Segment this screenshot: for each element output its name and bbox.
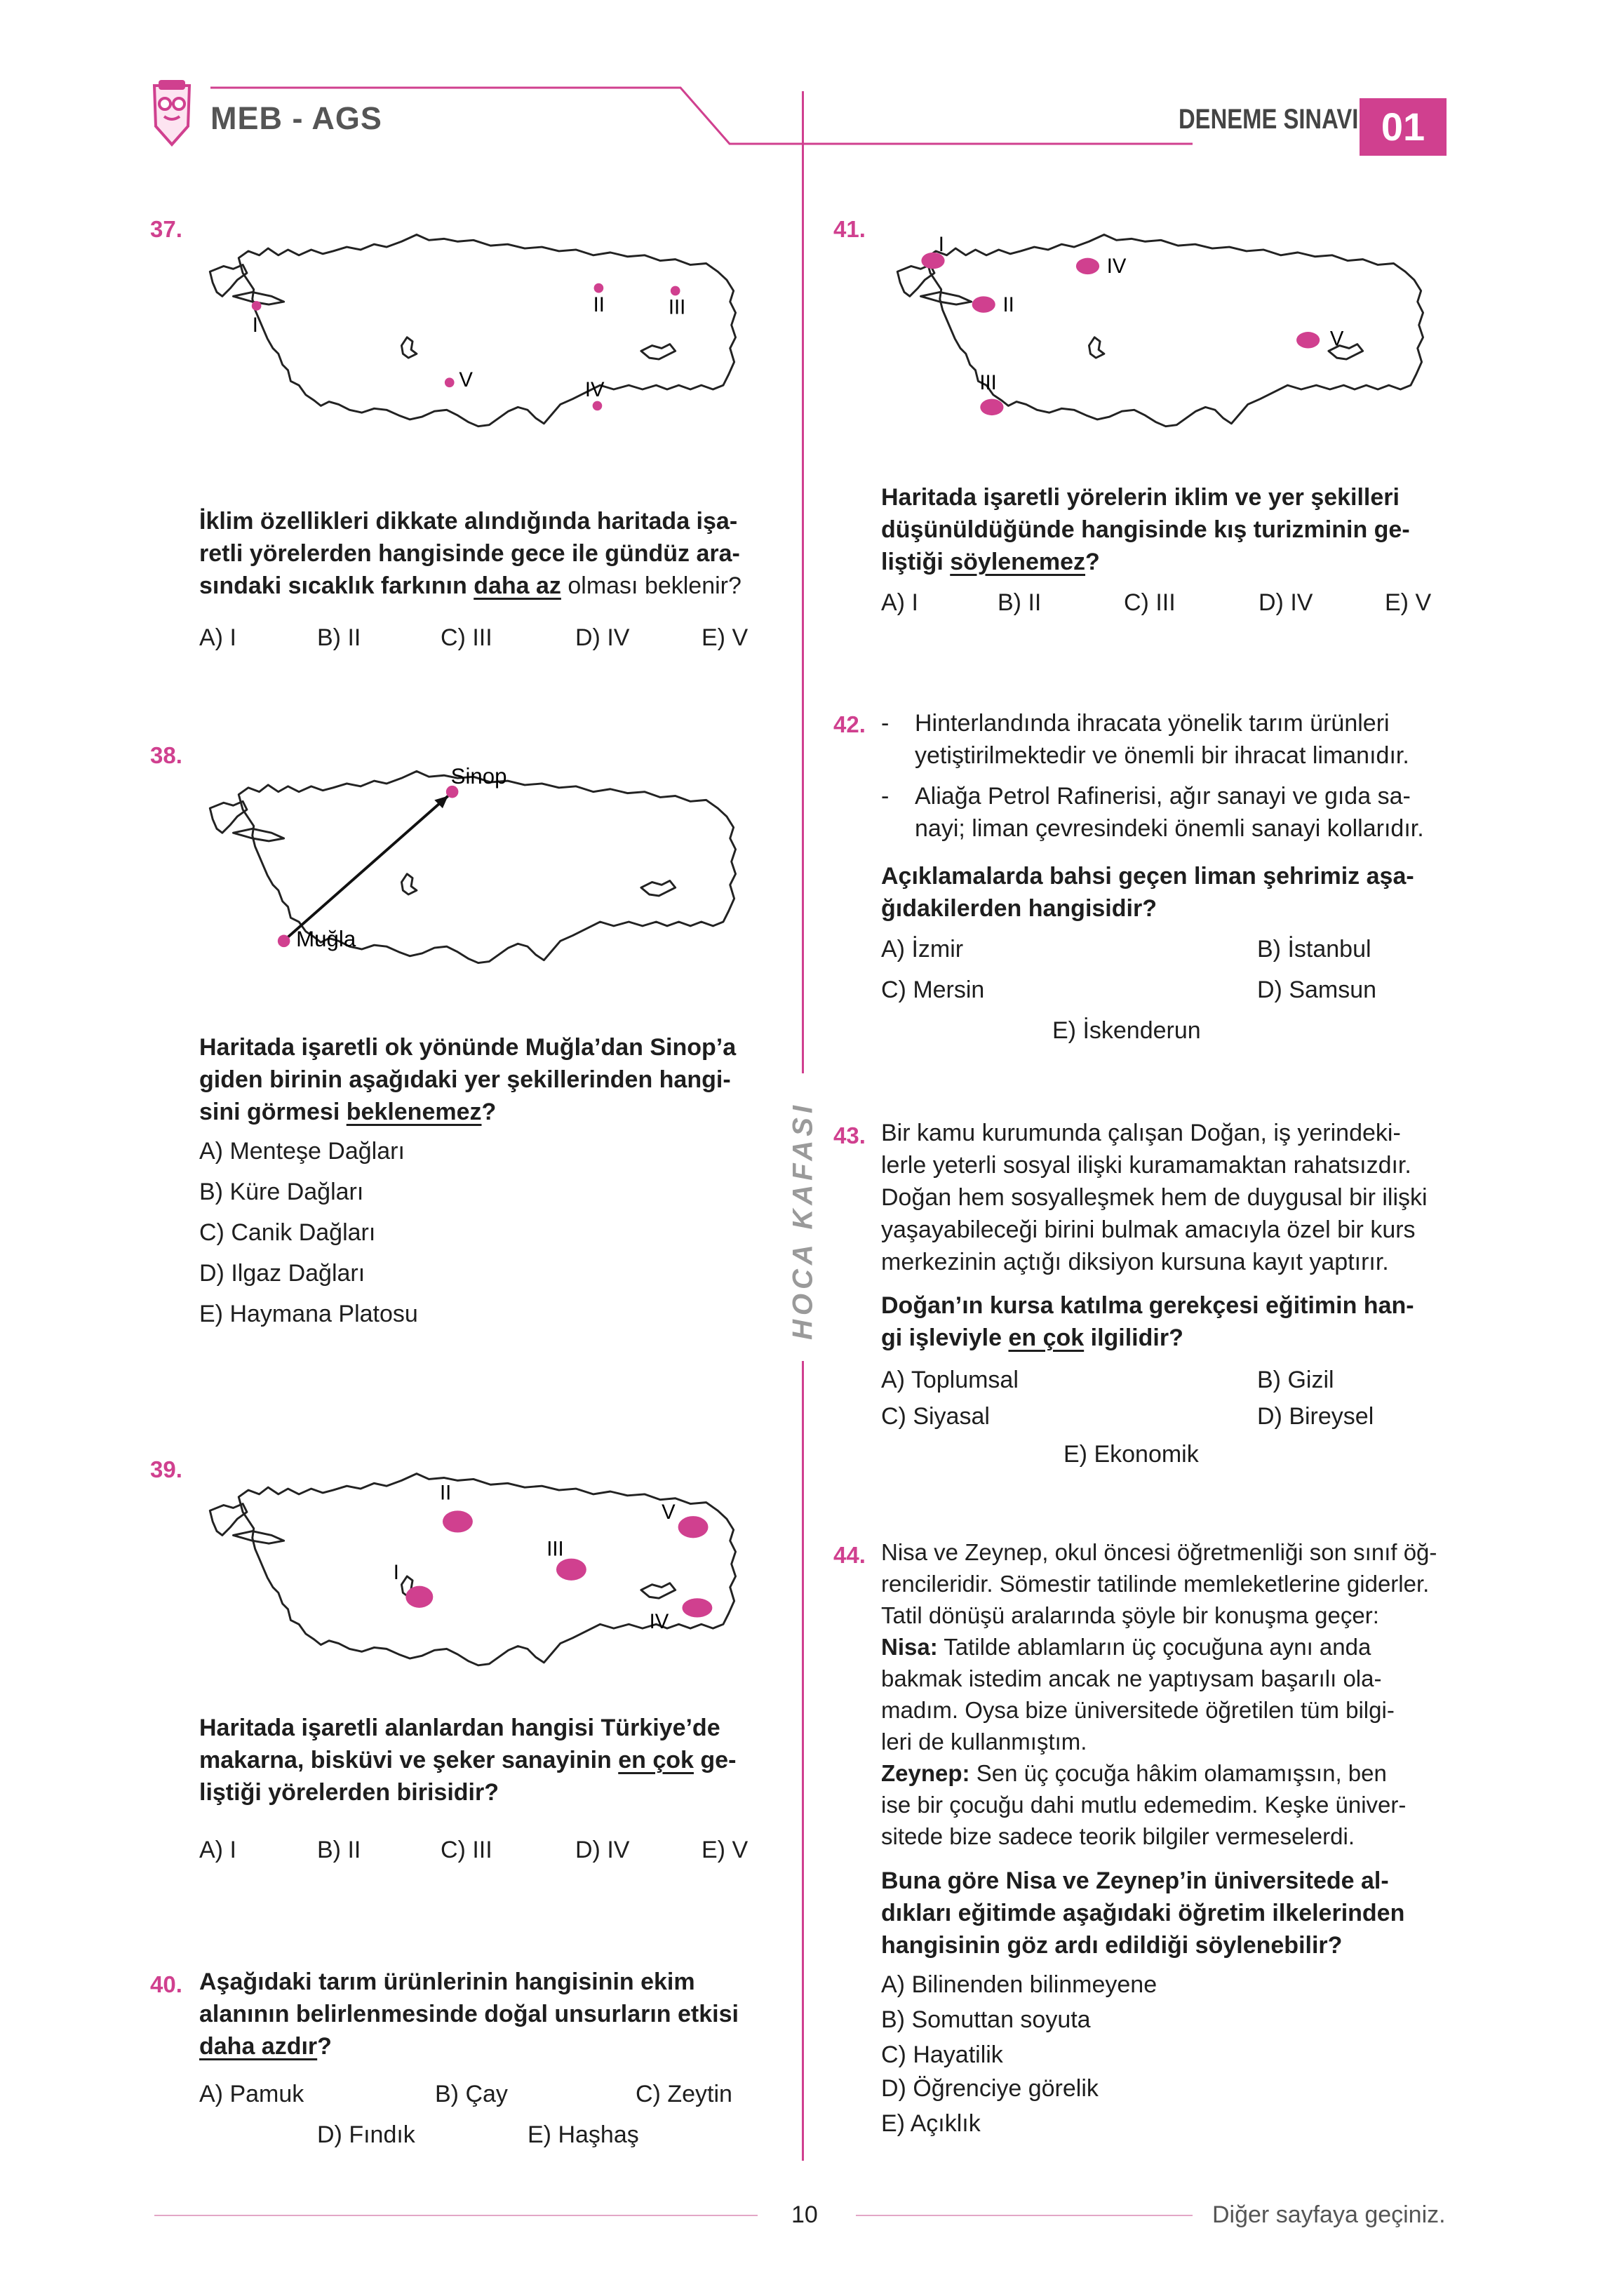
- marker-mugla: [278, 935, 290, 948]
- label-IV: IV: [584, 378, 605, 401]
- question-39-stem: [199, 1712, 766, 1809]
- question-43-paragraph: Bir kamu kurumunda çalışan Doğan, iş yerindeki- lerle yeterli sosyal ilişki kuramamaktan rahatsızdır. Doğan hem sosyalleşmek hem de duygusal bir ilişki yaşayabileceği birini bulmak amacıyla özel bir kurs merkezinin açtığı diksiyon kursuna kayıt yaptırır.: [881, 1120, 1428, 1275]
- stem-line: Doğan’ın kursa katılma gerekçesi eğitimin han-: [881, 1292, 1414, 1319]
- label-V: V: [1329, 328, 1344, 351]
- region-IV: [682, 1598, 712, 1617]
- exam-number: 01: [1381, 105, 1425, 149]
- column-divider-top: [802, 91, 804, 1073]
- question-39-option-e[interactable]: E) V: [702, 1837, 749, 1863]
- question-37-number: 37.: [150, 216, 182, 242]
- stem-line: gi işleviyle en çok ilgilidir?: [881, 1324, 1183, 1351]
- question-40-option-b[interactable]: B) Çay: [435, 2081, 508, 2107]
- speaker-zeynep: Zeynep:: [881, 1760, 970, 1786]
- question-40-number: 40.: [150, 1971, 182, 1997]
- column-divider-bottom: [802, 1361, 804, 2161]
- question-38-option-e[interactable]: E) Haymana Platosu: [199, 1301, 418, 1327]
- question-40-option-d[interactable]: D) Fındık: [317, 2121, 415, 2148]
- label-III: III: [979, 372, 997, 394]
- next-page-note: Diğer sayfaya geçiniz.: [1212, 2201, 1446, 2228]
- question-39-option-c[interactable]: C) III: [441, 1837, 492, 1863]
- stem-line: liştiği söylenemez?: [881, 549, 1100, 575]
- question-42-option-b[interactable]: B) İstanbul: [1257, 936, 1371, 963]
- region-V: [678, 1516, 709, 1538]
- question-42-option-d[interactable]: D) Samsun: [1257, 977, 1377, 1003]
- question-39-option-b[interactable]: B) II: [317, 1837, 361, 1863]
- question-42-option-c[interactable]: C) Mersin: [881, 977, 985, 1003]
- label-I: I: [393, 1561, 399, 1584]
- question-44-number: 44.: [833, 1542, 866, 1568]
- stem-line: giden birinin aşağıdaki yer şekillerinden hangi-: [199, 1066, 731, 1093]
- marker-II: [594, 283, 604, 293]
- question-43-number: 43.: [833, 1122, 866, 1148]
- question-37-option-a[interactable]: A) I: [199, 624, 236, 651]
- region-III: [556, 1559, 586, 1581]
- label-V: V: [459, 369, 473, 392]
- label-mugla: Muğla: [296, 927, 356, 952]
- stem-line: Haritada işaretli yörelerin iklim ve yer şekilleri: [881, 484, 1400, 511]
- exam-label: DENEME SINAVI: [1179, 104, 1359, 135]
- question-44-option-e[interactable]: E) Açıklık: [881, 2110, 981, 2137]
- question-44-stem: [881, 1865, 1448, 1961]
- stem-line: Aşağıdaki tarım ürünlerinin hangisinin ekim: [199, 1969, 695, 1995]
- stem-line: dıkları eğitimde aşağıdaki öğretim ilkelerinden: [881, 1900, 1405, 1926]
- label-III: III: [668, 296, 686, 319]
- label-I: I: [938, 233, 944, 256]
- question-44-option-d[interactable]: D) Öğrenciye görelik: [881, 2075, 1099, 2102]
- question-40-option-e[interactable]: E) Haşhaş: [528, 2121, 639, 2148]
- marker-V: [445, 377, 455, 387]
- question-44-option-c[interactable]: C) Hayatilik: [881, 2041, 1003, 2068]
- question-38-option-b[interactable]: B) Küre Dağları: [199, 1179, 364, 1205]
- watermark: HOCA KAFASI: [787, 1101, 819, 1341]
- label-V: V: [662, 1501, 676, 1524]
- stem-line: hangisinin göz ardı edildiği söylenebilir?: [881, 1932, 1343, 1959]
- speaker-nisa: Nisa:: [881, 1634, 938, 1660]
- question-42-stem: [881, 860, 1448, 925]
- bullet-item: - Aliağa Petrol Rafinerisi, ağır sanayi ve gıda sa- nayi; liman çevresindeki önemli sanayi kollarıdır.: [881, 783, 1424, 842]
- question-44-option-b[interactable]: B) Somuttan soyuta: [881, 2006, 1091, 2033]
- marker-III: [671, 286, 680, 296]
- question-43-option-c[interactable]: C) Siyasal: [881, 1403, 990, 1430]
- question-38-option-d[interactable]: D) Ilgaz Dağları: [199, 1260, 365, 1287]
- label-II: II: [440, 1482, 452, 1505]
- question-37-option-d[interactable]: D) IV: [575, 624, 630, 651]
- question-38-map: [189, 737, 751, 996]
- question-40-option-a[interactable]: A) Pamuk: [199, 2081, 304, 2107]
- region-V: [1296, 332, 1320, 348]
- region-IV: [1076, 258, 1099, 274]
- marker-I: [252, 301, 262, 311]
- marker-IV: [593, 401, 603, 411]
- stem-line: sındaki sıcaklık farkının daha az olması beklenir?: [199, 572, 741, 599]
- question-38-number: 38.: [150, 742, 182, 768]
- footer-line-left: [154, 2215, 758, 2216]
- question-41-option-b[interactable]: B) II: [998, 589, 1042, 616]
- brand-title: MEB - AGS: [210, 100, 382, 136]
- stem-line: düşünüldüğünde hangisinde kış turizminin ge-: [881, 516, 1410, 543]
- question-39-option-a[interactable]: A) I: [199, 1837, 236, 1863]
- question-37-option-e[interactable]: E) V: [702, 624, 749, 651]
- question-42-number: 42.: [833, 711, 866, 737]
- question-44-option-a[interactable]: A) Bilinenden bilinmeyene: [881, 1971, 1157, 1998]
- stem-line: alanının belirlenmesinde doğal unsurların etkisi: [199, 2001, 739, 2027]
- question-43-option-b[interactable]: B) Gizil: [1257, 1367, 1334, 1393]
- question-43-stem: [881, 1289, 1448, 1354]
- question-42-bullets: [881, 707, 1448, 845]
- question-41-option-d[interactable]: D) IV: [1259, 589, 1313, 616]
- label-IV: IV: [1106, 255, 1127, 279]
- bullet-item: - Hinterlandında ihracata yönelik tarım ürünleri yetiştirilmektedir ve önemli bir ihracat limanıdır.: [881, 710, 1409, 769]
- region-III: [980, 399, 1003, 415]
- question-43-option-d[interactable]: D) Bireysel: [1257, 1403, 1374, 1430]
- question-41-stem: [881, 481, 1448, 578]
- question-37-option-b[interactable]: B) II: [317, 624, 361, 651]
- question-40-option-c[interactable]: C) Zeytin: [636, 2081, 732, 2107]
- stem-line: retli yörelerden hangisinde gece ile gündüz ara-: [199, 540, 740, 567]
- stem-line: liştiği yörelerden birisidir?: [199, 1779, 499, 1806]
- question-41-number: 41.: [833, 216, 866, 242]
- question-44-text: Nisa ve Zeynep, okul öncesi öğretmenliği son sınıf öğ- rencileridir. Sömestir tatilinde memleketlerine giderler. Tatil dönüşü aralarında şöyle bir konuşma geçer: Nisa: Tatilde ablamların üç çocuğuna aynı anda bakmak istedim ancak ne yaptıysam başarılı ola- madım. Oysa bize üniversitede öğretilen tüm bilgi- leri de kullanmıştım. Zeynep: Sen üç çocuğa hâkim olamamışsın, ben ise bir çocuğu dahi mutlu edemedim. Keşke üniver- sitede bize sadece teorik bilgiler vermeselerdi.: [881, 1539, 1437, 1849]
- exam-number-badge: [1360, 98, 1447, 156]
- region-II: [972, 296, 995, 312]
- stem-line: ğıdakilerden hangisidir?: [881, 895, 1157, 922]
- page-number: 10: [791, 2201, 818, 2228]
- footer-line-right: [856, 2215, 1193, 2216]
- question-41-map: [877, 214, 1438, 452]
- label-III: III: [546, 1538, 564, 1561]
- stem-line: İklim özellikleri dikkate alındığında haritada işa-: [199, 508, 738, 535]
- question-41-option-a[interactable]: A) I: [881, 589, 918, 616]
- stem-line: Haritada işaretli ok yönünde Muğla’dan Sinop’a: [199, 1034, 737, 1061]
- question-40-stem: [199, 1966, 766, 2063]
- question-43-option-a[interactable]: A) Toplumsal: [881, 1367, 1019, 1393]
- label-II: II: [593, 293, 605, 316]
- question-37-map: [189, 214, 751, 452]
- question-39-map: [189, 1449, 751, 1702]
- stem-line: sini görmesi beklenemez?: [199, 1099, 497, 1125]
- question-37-stem: [199, 505, 766, 602]
- label-sinop: Sinop: [450, 763, 507, 789]
- region-I: [405, 1586, 433, 1608]
- question-42-option-e[interactable]: E) İskenderun: [1052, 1017, 1201, 1044]
- label-IV: IV: [649, 1611, 669, 1634]
- label-II: II: [1002, 293, 1014, 316]
- stem-line: Açıklamalarda bahsi geçen liman şehrimiz aşa-: [881, 863, 1414, 890]
- question-37-option-c[interactable]: C) III: [441, 624, 492, 651]
- question-38-stem: [199, 1031, 766, 1128]
- stem-line: Haritada işaretli alanlardan hangisi Türkiye’de: [199, 1715, 720, 1741]
- question-41-option-e[interactable]: E) V: [1385, 589, 1432, 616]
- label-I: I: [252, 314, 258, 337]
- question-39-number: 39.: [150, 1456, 182, 1482]
- question-39-option-d[interactable]: D) IV: [575, 1837, 630, 1863]
- question-43-option-e[interactable]: E) Ekonomik: [1063, 1441, 1199, 1468]
- stem-line: makarna, bisküvi ve şeker sanayinin en çok ge-: [199, 1747, 737, 1773]
- stem-line: daha azdır?: [199, 2033, 332, 2060]
- logo-icon: [147, 77, 196, 147]
- stem-line: Buna göre Nisa ve Zeynep’in üniversitede al-: [881, 1867, 1389, 1894]
- question-42-option-a[interactable]: A) İzmir: [881, 936, 964, 963]
- header: [0, 0, 1624, 168]
- question-41-option-c[interactable]: C) III: [1124, 589, 1176, 616]
- question-38-option-c[interactable]: C) Canik Dağları: [199, 1219, 376, 1246]
- region-II: [443, 1510, 473, 1532]
- question-38-option-a[interactable]: A) Menteşe Dağları: [199, 1138, 405, 1165]
